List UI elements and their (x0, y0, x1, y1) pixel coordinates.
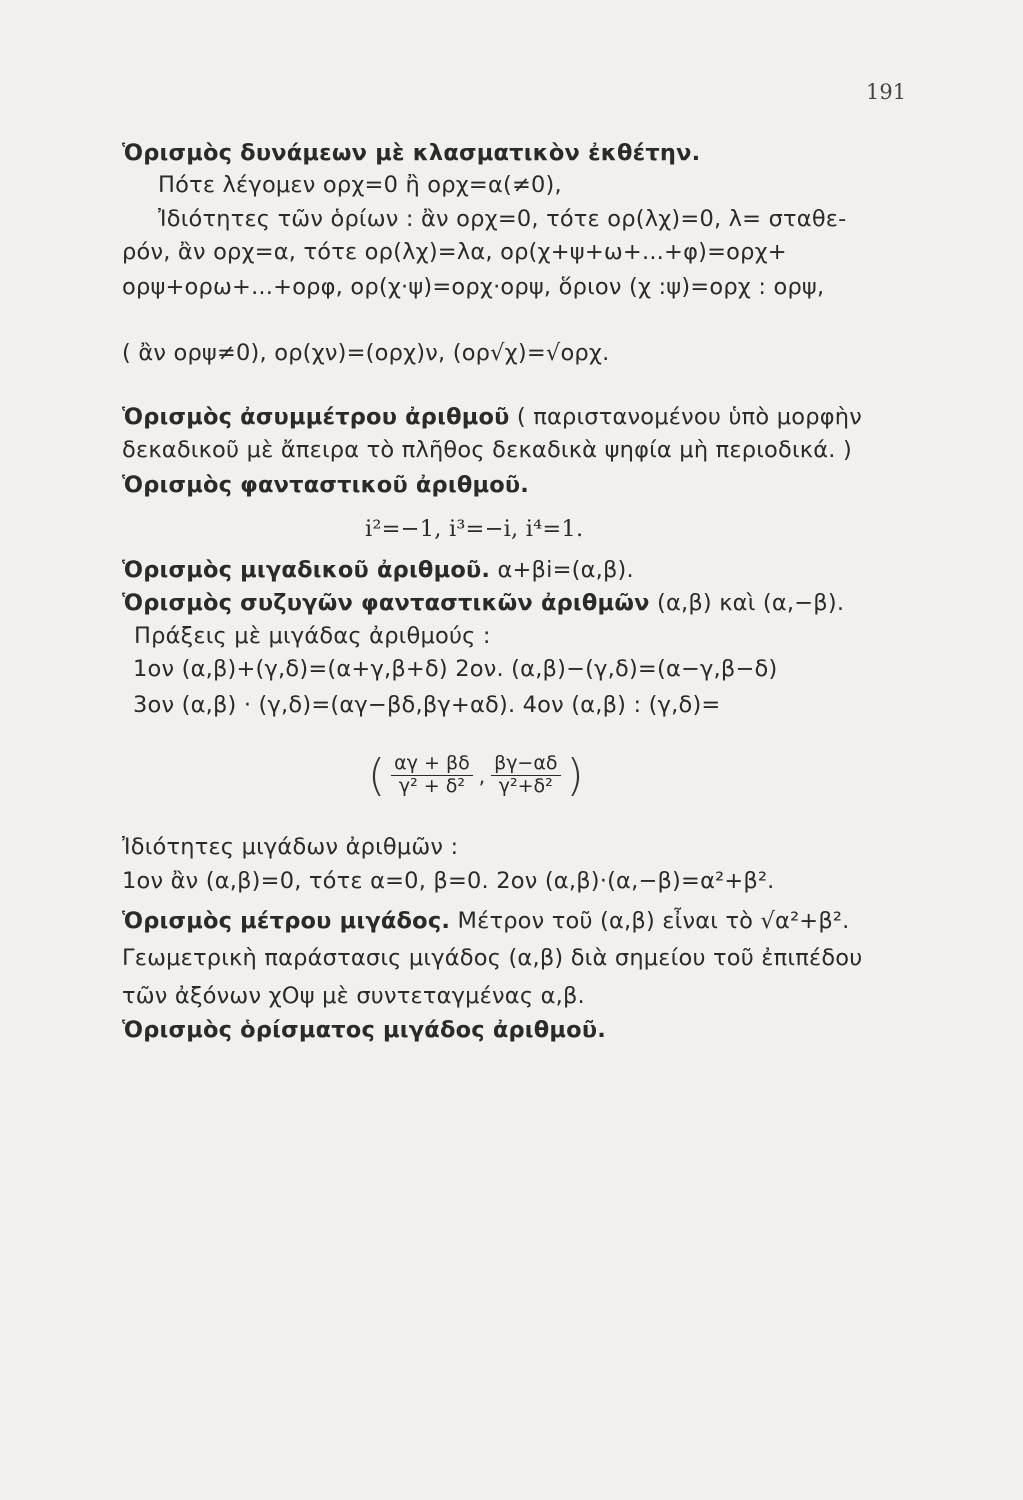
text-line: Γεωμετρικὴ παράστασις μιγάδος (α,β) διὰ σημείου τοῦ ἐπιπέδου (122, 945, 863, 971)
text-line: ορψ+ορω+...+ορφ, ορ(χ·ψ)=ορχ·ορψ, ὅριον (χ :ψ)=ορχ : ορψ, (122, 274, 825, 300)
text-line: Ὁρισμὸς ὁρίσματος μιγάδος ἀριθμοῦ. (122, 1017, 606, 1043)
denominator: γ²+δ² (498, 775, 553, 797)
comma: , (478, 763, 486, 788)
text-line: 1ον ἂν (α,β)=0, τότε α=0, β=0. 2ον (α,β)·(α,−β)=α²+β². (122, 868, 775, 894)
text-line: Ἰδιότητες μιγάδων ἀριθμῶν : (122, 834, 459, 860)
text-line: ( ἂν ορψ≠0), ορ(χν)=(ορχ)ν, (ορ√χ)=√ορχ. (122, 340, 610, 366)
text-line: 1ον (α,β)+(γ,δ)=(α+γ,β+δ) 2ον. (α,β)−(γ,δ)=(α−γ,β−δ) (133, 656, 778, 682)
left-paren: ( (368, 750, 386, 801)
fraction-real (391, 753, 473, 798)
fraction-imaginary (491, 753, 560, 798)
text-line: Ὁρισμὸς μιγαδικοῦ ἀριθμοῦ. α+βi=(α,β). (122, 557, 634, 583)
right-paren: ) (566, 750, 584, 801)
text-line: ρόν, ἂν ορχ=α, τότε ορ(λχ)=λα, ορ(χ+ψ+ω+...+φ)=ορχ+ (122, 239, 787, 265)
text-line: i²=−1, i³=−i, i⁴=1. (365, 516, 584, 542)
text-line: Ὁρισμὸς δυνάμεων μὲ κλασματικὸν ἐκθέτην. (122, 140, 701, 166)
text-line: Ὁρισμὸς μέτρου μιγάδος. Μέτρον τοῦ (α,β) εἶναι τὸ √α²+β². (122, 908, 850, 934)
text-line: δεκαδικοῦ μὲ ἄπειρα τὸ πλῆθος δεκαδικὰ ψηφία μὴ περιοδικά. ) (122, 437, 852, 463)
numerator: αγ + βδ (391, 753, 473, 776)
text-line: Ὁρισμὸς φανταστικοῦ ἀριθμοῦ. (122, 472, 530, 498)
page-number: 191 (866, 80, 907, 104)
text-line: Πότε λέγομεν ορχ=0 ἢ ορχ=α(≠0), (158, 172, 562, 198)
text-line: τῶν ἀξόνων χΟψ μὲ συντεταγμένας α,β. (122, 983, 585, 1009)
text-line: Ὁρισμὸς συζυγῶν φανταστικῶν ἀριθμῶν (α,β) καὶ (α,−β). (122, 590, 845, 616)
text-line: Ἰδιότητες τῶν ὁρίων : ἂν ορχ=0, τότε ορ(λχ)=0, λ= σταθε- (158, 206, 847, 232)
numerator: βγ−αδ (491, 753, 560, 776)
text-line: Ὁρισμὸς ἀσυμμέτρου ἀριθμοῦ ( παριστανομένου ὑπὸ μορφὴν (122, 404, 862, 430)
quotient-formula (368, 750, 584, 801)
text-line: 3ον (α,β) · (γ,δ)=(αγ−βδ,βγ+αδ). 4ον (α,β) : (γ,δ)= (133, 692, 721, 718)
denominator: γ² + δ² (398, 775, 465, 797)
text-line: Πράξεις μὲ μιγάδας ἀριθμούς : (134, 623, 491, 649)
